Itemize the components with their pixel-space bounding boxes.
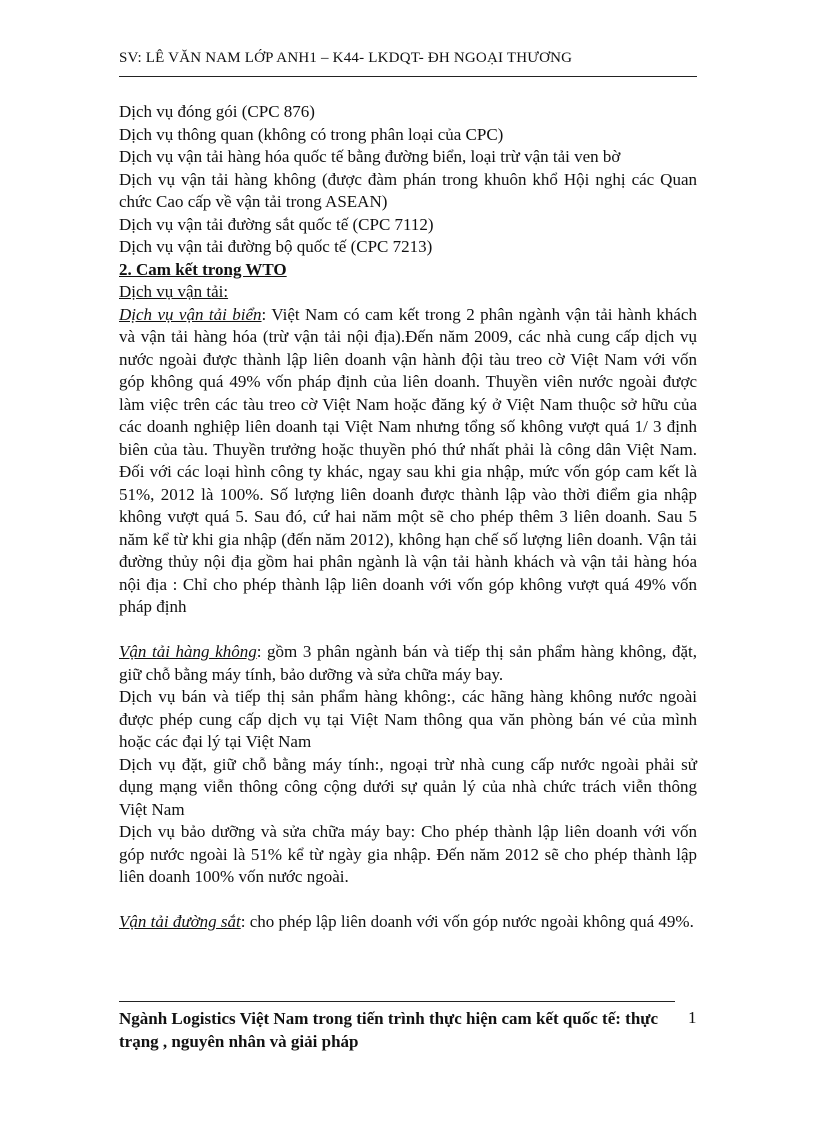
air-transport-text: : gồm 3 phân ngành bán và tiếp thị sản phẩm hàng không, đặt, giữ chỗ bằng máy tính, bảo dưỡng và sửa chữa máy bay. <box>119 642 697 684</box>
section-heading: 2. Cam kết trong WTO <box>119 259 287 279</box>
list-item: Dịch vụ vận tải đường bộ quốc tế (CPC 7213) <box>119 237 433 256</box>
blank-line <box>119 889 697 912</box>
footer-rule <box>119 1001 675 1002</box>
page-header: SV: LÊ VĂN NAM LỚP ANH1 – K44- LKDQT- ĐH NGOẠI THƯƠNG <box>119 50 573 66</box>
list-item: Dịch vụ vận tải đường sắt quốc tế (CPC 7112) <box>119 214 434 234</box>
list-item: Dịch vụ vận tải hàng hóa quốc tế bằng đường biển, loại trừ vận tải ven bờ <box>119 147 621 166</box>
rail-transport-paragraph <box>119 911 697 934</box>
footer-title: Ngành Logistics Việt Nam trong tiến trình thực hiện cam kết quốc tế: thực trạng , nguyên nhân và giải pháp <box>119 1009 659 1051</box>
rail-transport-label: Vận tải đường sắt <box>119 912 241 931</box>
air-service-item: Dịch vụ bán và tiếp thị sản phẩm hàng không:, các hãng hàng không nước ngoài được phép cung cấp dịch vụ tại Việt Nam thông qua văn phòng bán vé của mình hoặc các đại lý tại Việt Nam <box>119 687 697 751</box>
rail-transport-text: : cho phép lập liên doanh với vốn góp nước ngoài không quá 49%. <box>240 912 694 931</box>
list-item: Dịch vụ vận tải hàng không (được đàm phán trong khuôn khổ Hội nghị các Quan chức Cao cấp về vận tải trong ASEAN) <box>119 169 697 211</box>
sea-transport-text: : Việt Nam có cam kết trong 2 phân ngành vận tải hành khách và vận tải hàng hóa (trừ vận tải nội địa).Đến năm 2009, các nhà cung cấp dịch vụ nước ngoài được thành lập liên doanh vận hành đội tàu treo cờ Việt Nam với vốn góp không quá 49% vốn pháp định của liên doanh. Thuyền viên nước ngoài được làm việc trên các tàu treo cờ Việt Nam hoặc đăng ký ở Việt Nam thuộc sở hữu của các doanh nghiệp liên doanh tại Việt Nam nhưng tổng số không vượt quá 1/ 3 định biên của tàu. Thuyền trưởng hoặc thuyền phó thứ nhất phải là công dân Việt Nam. Đối với các loại hình công ty khác, ngay sau khi gia nhập, mức vốn góp cam kết là 51%, 2012 là 100%. Số lượng liên doanh được thành lập vào thời điểm gia nhập không vượt quá 5. Sau đó, cứ hai năm một sẽ cho phép thêm 3 liên doanh. Sau 5 năm kể từ khi gia nhập (đến năm 2012), không hạn chế số lượng liên doanh. Vận tải đường thủy nội địa gồm hai phân ngành là vận tải hành khách và vận tải hàng hóa nội địa : Chỉ cho phép thành lập liên doanh với vốn góp không vượt quá 49% vốn pháp định <box>119 304 697 616</box>
header-rule <box>119 76 697 77</box>
sea-transport-label: Dịch vụ vận tải biển <box>119 304 262 324</box>
page-number: 1 <box>688 1008 697 1027</box>
sea-transport-paragraph <box>119 304 697 619</box>
air-transport-paragraph <box>119 641 697 686</box>
list-item: Dịch vụ thông quan (không có trong phân loại của CPC) <box>119 124 504 144</box>
transport-label: Dịch vụ vận tải: <box>119 282 229 301</box>
air-service-item: Dịch vụ bảo dưỡng và sửa chữa máy bay: Cho phép thành lập liên doanh với vốn góp nước ngoài là 51% kể từ ngày gia nhập. Đến năm 2012 sẽ cho phép thành lập liên doanh 100% vốn nước ngoài. <box>119 822 697 886</box>
air-service-item: Dịch vụ đặt, giữ chỗ bằng máy tính:, ngoại trừ nhà cung cấp nước ngoài phải sử dụng mạng viễn thông công cộng dưới sự quản lý của nhà chức trách viễn thông Việt Nam <box>119 754 697 819</box>
blank-line <box>119 619 697 642</box>
list-item: Dịch vụ đóng gói (CPC 876) <box>119 102 315 121</box>
air-transport-label: Vận tải hàng không <box>119 642 257 661</box>
document-body <box>119 101 697 934</box>
